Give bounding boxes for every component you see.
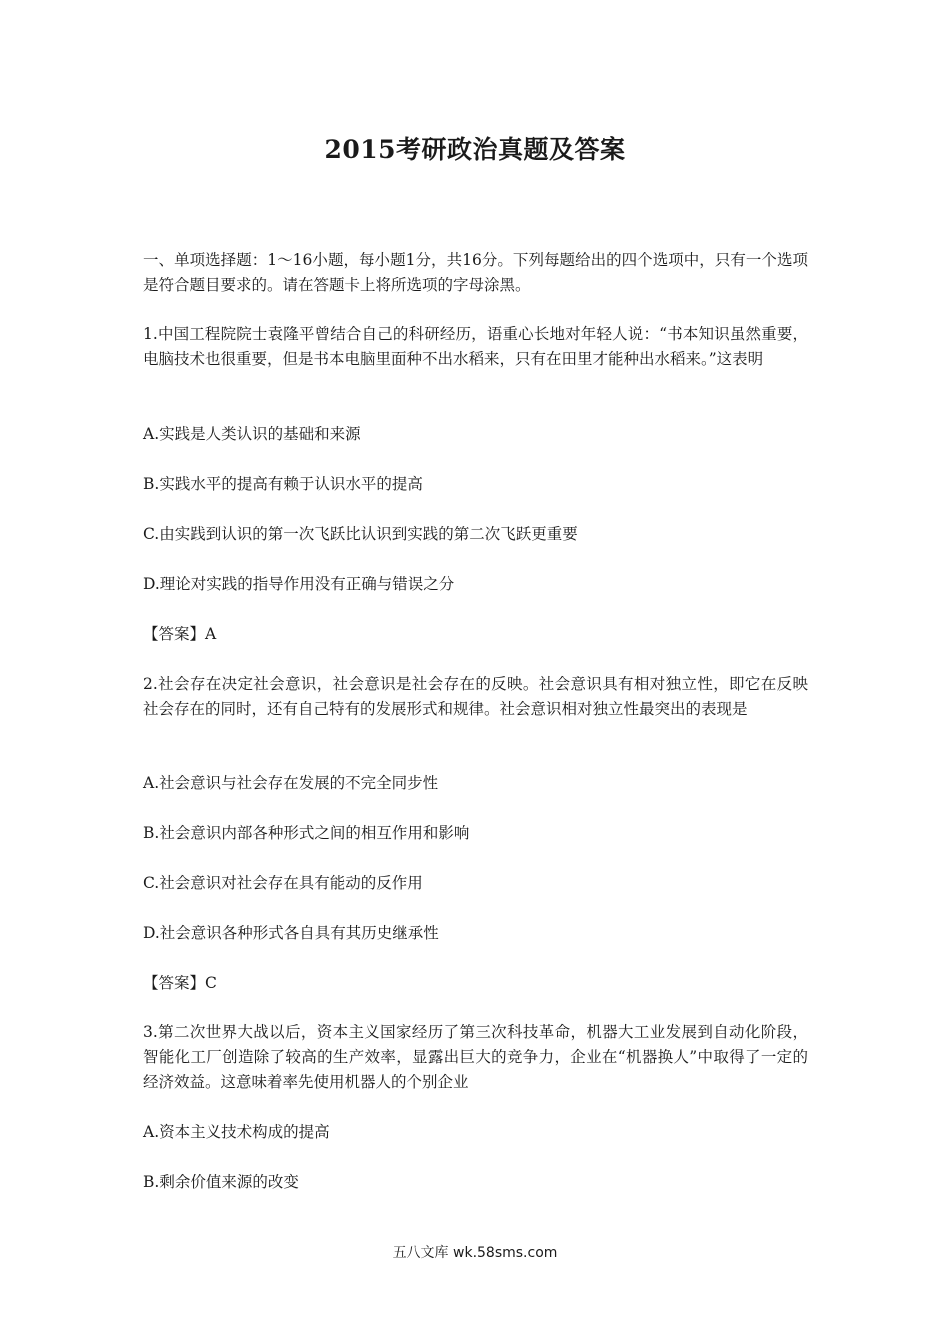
question-2-stem: 2.社会存在决定社会意识，社会意识是社会存在的反映。社会意识具有相对独立性，即它在反映社会存在的同时，还有自己特有的发展形式和规律。社会意识相对独立性最突出的表现是 <box>143 675 808 718</box>
question-3-option-b: B.剩余价值来源的改变 <box>143 1173 299 1191</box>
footer-watermark: 五八文库 wk.58sms.com <box>392 1245 558 1261</box>
question-2-option-b: B.社会意识内部各种形式之间的相互作用和影响 <box>143 824 470 842</box>
question-1-option-b: B.实践水平的提高有赖于认识水平的提高 <box>143 475 423 493</box>
question-2-option-c: C.社会意识对社会存在具有能动的反作用 <box>143 874 423 892</box>
question-1-answer: 【答案】A <box>143 625 217 643</box>
question-1-option-d: D.理论对实践的指导作用没有正确与错误之分 <box>143 575 455 593</box>
question-3-option-a: A.资本主义技术构成的提高 <box>143 1123 330 1141</box>
question-1-option-c: C.由实践到认识的第一次飞跃比认识到实践的第二次飞跃更重要 <box>143 525 578 543</box>
question-2-option-a: A.社会意识与社会存在发展的不完全同步性 <box>143 774 439 792</box>
question-1-option-a: A.实践是人类认识的基础和来源 <box>143 425 361 443</box>
page-title: 2015考研政治真题及答案 <box>324 135 626 164</box>
question-1-stem: 1.中国工程院院士袁隆平曾结合自己的科研经历，语重心长地对年轻人说：“书本知识虽然重要，电脑技术也很重要，但是书本电脑里面种不出水稻来，只有在田里才能种出水稻来。”这表明 <box>143 325 808 368</box>
question-2-option-d: D.社会意识各种形式各自具有其历史继承性 <box>143 924 439 942</box>
question-2-answer: 【答案】C <box>143 974 217 992</box>
question-3-stem: 3.第二次世界大战以后，资本主义国家经历了第三次科技革命，机器大工业发展到自动化阶段，智能化工厂创造除了较高的生产效率，显露出巨大的竞争力，企业在“机器换人”中取得了一定的经济效益。这意味着率先使用机器人的个别企业 <box>143 1023 808 1091</box>
section-intro: 一、单项选择题：1～16小题，每小题1分，共16分。下列每题给出的四个选项中，只有一个选项是符合题目要求的。请在答题卡上将所选项的字母涂黑。 <box>143 251 808 294</box>
